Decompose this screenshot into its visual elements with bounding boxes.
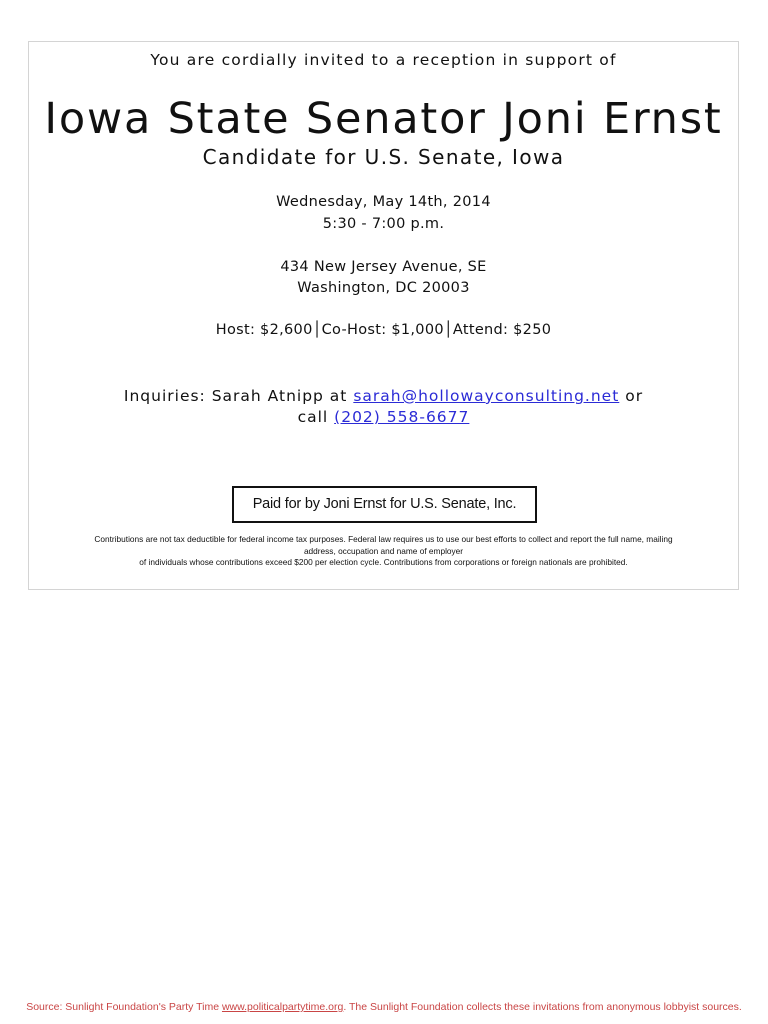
call-line bbox=[29, 408, 738, 426]
contact-phone-link[interactable]: (202) 558-6677 bbox=[334, 408, 470, 426]
event-date: Wednesday, May 14th, 2014 bbox=[276, 194, 491, 210]
source-suffix: . The Sunlight Foundation collects these invitations from anonymous lobbyist sources. bbox=[343, 1001, 742, 1013]
candidate-subtitle: Candidate for U.S. Senate, Iowa bbox=[202, 145, 565, 169]
legal-disclaimer bbox=[29, 534, 738, 569]
inquiries-prefix: Inquiries: Sarah Atnipp at bbox=[123, 387, 354, 405]
disclaimer-line-1: Contributions are not tax deductible for federal income tax purposes. Federal law requires us to use our best efforts to collect and report the full name, mailing bbox=[94, 534, 673, 544]
event-time: 5:30 - 7:00 p.m. bbox=[322, 216, 445, 232]
invitation-card bbox=[28, 41, 739, 590]
paid-for-box: Paid for by Joni Ernst for U.S. Senate, Inc. bbox=[232, 486, 537, 523]
source-link[interactable]: www.politicalpartytime.org bbox=[221, 1001, 344, 1013]
call-prefix: call bbox=[297, 408, 335, 426]
source-footer bbox=[0, 1001, 768, 1013]
address-line-2: Washington, DC 20003 bbox=[297, 280, 470, 296]
contact-email-link[interactable]: sarah@hollowayconsulting.net bbox=[353, 387, 620, 405]
honoree-name: Iowa State Senator Joni Ernst bbox=[44, 94, 723, 144]
intro-text: You are cordially invited to a reception in support of bbox=[150, 51, 617, 69]
source-prefix: Source: Sunlight Foundation's Party Time bbox=[26, 1001, 222, 1013]
disclaimer-line-3: of individuals whose contributions exceed $200 per election cycle. Contributions from corporations or foreign nationals are prohibited. bbox=[139, 557, 628, 567]
inquiries-line bbox=[29, 387, 738, 405]
contribution-levels: Host: $2,600│Co-Host: $1,000│Attend: $250 bbox=[215, 322, 552, 338]
disclaimer-line-2: address, occupation and name of employer bbox=[303, 545, 464, 556]
inquiries-suffix: or bbox=[619, 387, 644, 405]
address-line-1: 434 New Jersey Avenue, SE bbox=[280, 259, 487, 275]
